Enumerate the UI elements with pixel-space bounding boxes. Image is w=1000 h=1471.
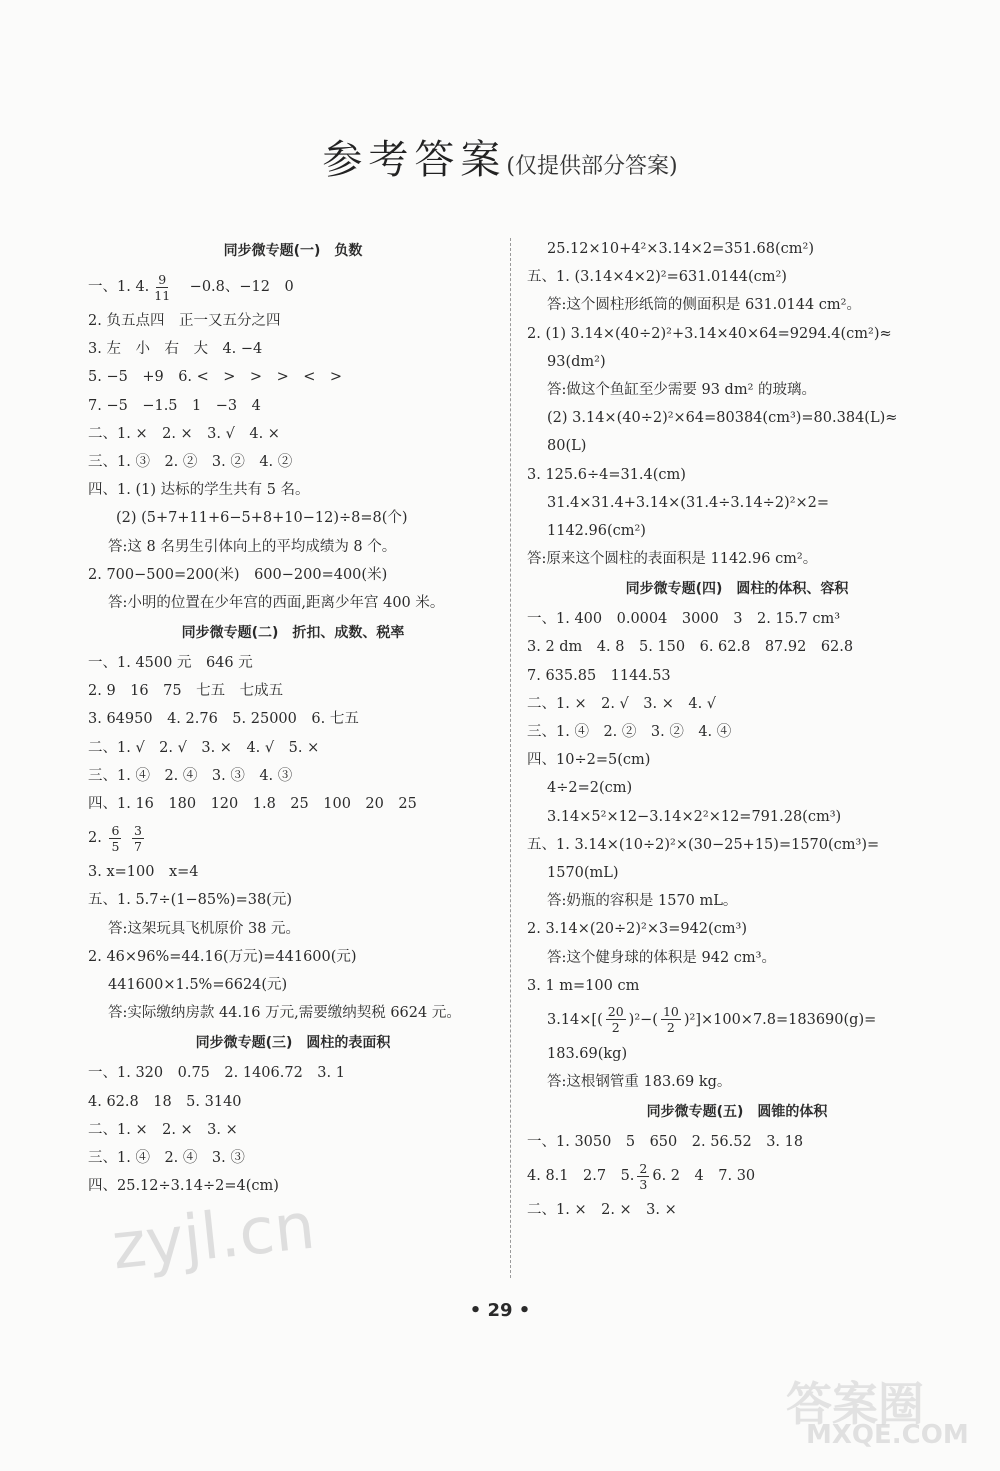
answer-text: )²−( [628,1011,658,1028]
fraction-denominator: 11 [154,287,171,303]
answer-line: 四、1. 16 180 120 1.8 25 100 20 25 [88,796,417,812]
answer-line: 答:小明的位置在少年宫的西面,距离少年宫 400 米。 [108,594,445,611]
answer-line: 答:做这个鱼缸至少需要 93 dm² 的玻璃。 [547,381,817,398]
page-title [0,128,1000,185]
section-heading: 同步微专题(五) 圆锥的体积 [646,1104,828,1121]
answer-text: 2. [88,830,102,847]
answer-line: 3. 左 小 右 大 4. −4 [88,341,263,358]
answer-line: 93(dm²) [547,353,606,370]
answer-line: 1570(mL) [547,864,619,881]
answer-line: 答:这根钢管重 183.69 kg。 [547,1074,732,1091]
answer-line: 四、1. (1) 达标的学生共有 5 名。 [88,482,310,499]
fraction-denominator: 5 [111,838,120,854]
fraction-numerator: 10 [662,1004,679,1020]
answer-line: 2. 46×96%=44.16(万元)=441600(元) [88,948,357,965]
answer-line: 答:奶瓶的容积是 1570 mL。 [547,893,738,910]
left-column [88,235,498,1200]
answer-line [527,1000,947,1040]
answer-line: 4÷2=2(cm) [547,780,633,797]
answer-line: 答:这架玩具飞机原价 38 元。 [108,920,301,937]
fraction-numerator: 3 [134,822,142,838]
answer-line: 3.14×5²×12−3.14×2²×12=791.28(cm³) [547,808,842,825]
answer-line: 7. 635.85 1144.53 [527,667,671,684]
fraction-denominator: 2 [666,1020,675,1036]
column-divider [510,238,511,1278]
answer-line: 25.12×10+4²×3.14×2=351.68(cm²) [547,241,814,257]
answer-line: 二、1. × 2. × 3. × [88,1121,238,1138]
answer-line: 5. −5 +9 6. < > > > < > [88,369,343,386]
answer-line: 答:这个圆柱形纸筒的侧面积是 631.0144 cm²。 [547,297,861,314]
watermark-zyjl: zyjl.cn [108,1189,319,1285]
answer-line: 31.4×31.4+3.14×(31.4÷3.14÷2)²×2= [547,494,830,511]
answer-line: 五、1. 3.14×(10÷2)²×(30−25+15)=1570(cm³)= [527,836,880,853]
answer-line: 三、1. ④ 2. ④ 3. ③ [88,1149,245,1166]
answer-line: 四、25.12÷3.14÷2=4(cm) [88,1178,279,1195]
fraction [606,1004,626,1035]
answer-line: 一、1. 320 0.75 2. 1406.72 3. 1 [88,1065,345,1082]
answer-line: 1142.96(cm²) [547,522,646,539]
fraction-numerator: 9 [158,271,167,287]
answer-line: 2. 9 16 75 七五 七成五 [88,683,284,700]
answer-text: −0.8、−12 0 [175,279,294,295]
answer-line: (2) (5+7+11+6−5+8+10−12)÷8=8(个) [116,510,408,527]
fraction-denominator: 7 [134,838,142,854]
answer-text: 6. 2 4 7. 30 [652,1168,756,1185]
title-sub: (仅提供部分答案) [506,154,678,179]
answer-line [88,267,498,307]
section-heading: 同步微专题(一) 负数 [223,243,363,259]
answer-line: 2. 3.14×(20÷2)²×3=942(cm³) [527,921,748,938]
fraction [109,823,121,854]
fraction-numerator: 2 [639,1160,648,1176]
answer-line: 3. 2 dm 4. 8 5. 150 6. 62.8 87.92 62.8 [527,639,854,656]
answer-line: 二、1. × 2. × 3. √ 4. × [88,425,280,442]
answer-line: 三、1. ④ 2. ④ 3. ③ 4. ③ [88,767,293,784]
answer-line: 答:实际缴纳房款 44.16 万元,需要缴纳契税 6624 元。 [108,1005,461,1022]
answer-line: 答:这 8 名男生引体向上的平均成绩为 8 个。 [108,538,397,555]
answer-line [88,818,498,858]
right-column [527,235,947,1225]
fraction [637,1161,649,1192]
answer-line [527,1156,947,1196]
answer-line: 80(L) [547,438,587,455]
answer-line: (2) 3.14×(40÷2)²×64=80384(cm³)=80.384(L)≈ [547,410,898,427]
answer-line: 五、1. (3.14×4×2)²=631.0144(cm²) [527,269,787,286]
fraction [152,272,172,303]
answer-line: 五、1. 5.7÷(1−85%)=38(元) [88,892,292,909]
answer-line: 二、1. √ 2. √ 3. × 4. √ 5. × [88,739,320,756]
answer-line: 2. 负五点四 正一又五分之四 [88,313,281,329]
section-heading: 同步微专题(二) 折扣、成数、税率 [181,625,405,642]
watermark-logo: 答案圈 [786,1377,924,1431]
answer-line: 一、1. 3050 5 650 2. 56.52 3. 18 [527,1134,804,1151]
answer-line: 2. (1) 3.14×(40÷2)²+3.14×40×64=9294.4(cm²)≈ [527,325,892,342]
fraction-numerator: 6 [111,822,120,838]
answer-line: 三、1. ④ 2. ② 3. ② 4. ④ [527,724,732,740]
answer-line: 一、1. 400 0.0004 3000 3 2. 15.7 cm³ [527,611,841,628]
fraction-denominator: 2 [611,1020,620,1036]
section-heading: 同步微专题(三) 圆柱的表面积 [195,1035,391,1052]
answer-line: 3. x=100 x=4 [88,864,199,881]
fraction [661,1004,681,1035]
answer-line: 3. 1 m=100 cm [527,977,640,994]
answer-text: 4. 8.1 2.7 5. [527,1168,635,1185]
fraction-denominator: 3 [639,1176,648,1192]
answer-line: 441600×1.5%=6624(元) [108,976,288,993]
answer-line: 7. −5 −1.5 1 −3 4 [88,397,261,414]
answer-line: 答:原来这个圆柱的表面积是 1142.96 cm²。 [527,551,818,568]
answer-line: 3. 64950 4. 2.76 5. 25000 6. 七五 [88,711,359,728]
answer-line: 一、1. 4500 元 646 元 [88,655,253,672]
answer-text: 一、1. 4. [88,279,150,295]
fraction [132,823,144,854]
answer-line: 四、10÷2=5(cm) [527,752,651,769]
answer-line: 2. 700−500=200(米) 600−200=400(米) [88,566,388,583]
watermark-mxqe: MXQE.COM [806,1420,969,1450]
title-main: 参考答案 [322,137,507,183]
answer-line: 二、1. × 2. × 3. × [527,1202,677,1219]
answer-text: )²]×100×7.8=183690(g)= [683,1011,877,1028]
answer-line: 二、1. × 2. √ 3. × 4. √ [527,695,717,712]
answer-line: 183.69(kg) [547,1045,628,1062]
answer-line: 答:这个健身球的体积是 942 cm³。 [547,949,776,966]
page-number: • 29 • [469,1300,531,1321]
answer-line: 三、1. ③ 2. ② 3. ② 4. ② [88,453,293,470]
answer-text: 3.14×[( [547,1011,603,1028]
fraction-numerator: 20 [607,1004,624,1020]
answer-line: 4. 62.8 18 5. 3140 [88,1093,242,1110]
section-heading: 同步微专题(四) 圆柱的体积、容积 [625,581,849,598]
answer-line: 3. 125.6÷4=31.4(cm) [527,466,686,483]
